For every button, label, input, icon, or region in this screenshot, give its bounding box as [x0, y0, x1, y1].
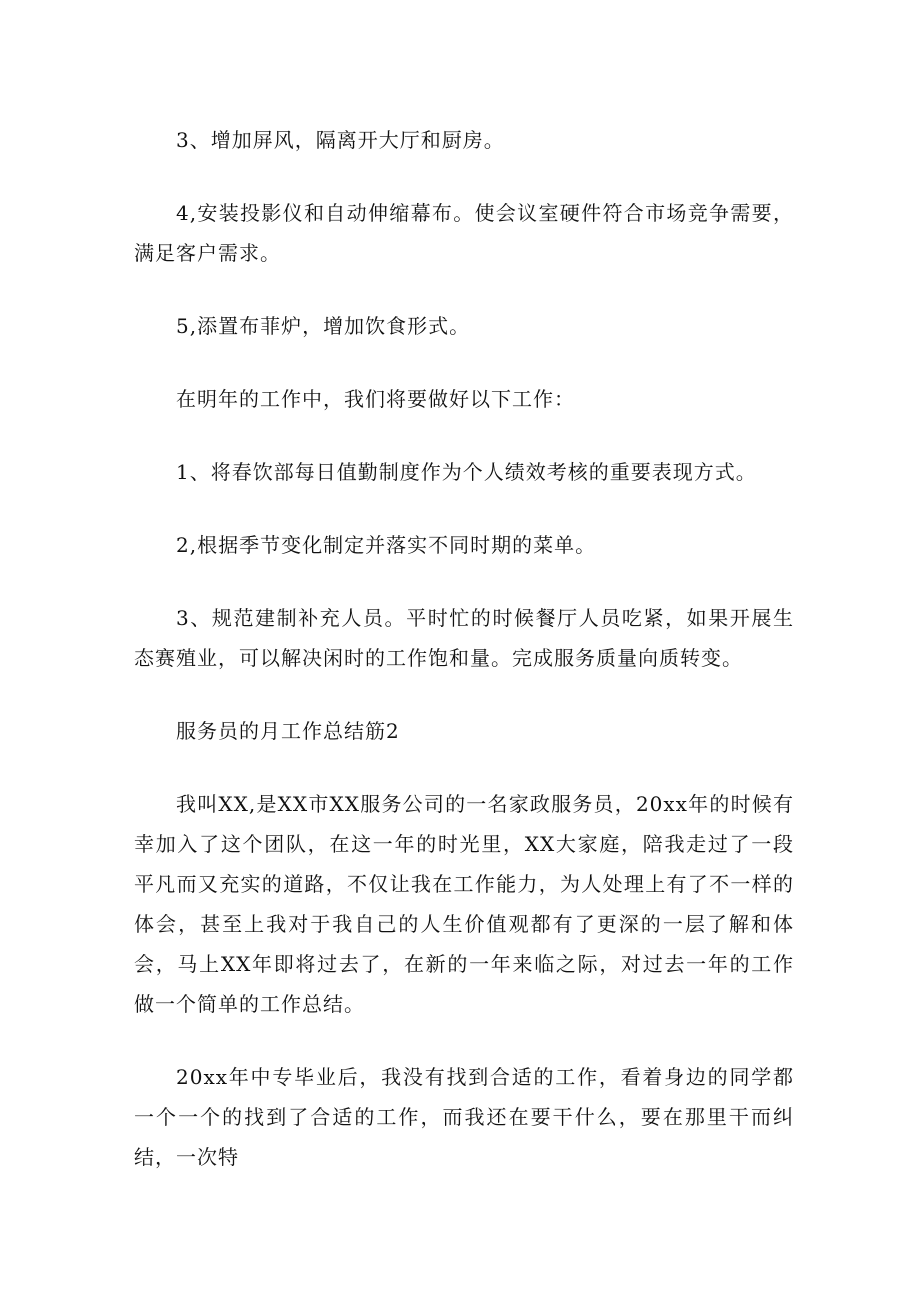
paragraph-7: 3、规范建制补充人员。平时忙的时候餐厅人员吃紧，如果开展生态赛殖业，可以解决闲时的工作饱和量。完成服务质量向质转变。 — [134, 606, 794, 670]
paragraph-10: 20xx年中专毕业后，我没有找到合适的工作，看着身边的同学都一个一个的找到了合适的工作，而我还在要干什么，要在那里干而纠结，一次特 — [134, 1065, 794, 1169]
paragraph-6: 2,根据季节变化制定并落实不同时期的菜单。 — [176, 533, 597, 557]
document-body — [134, 120, 794, 1210]
paragraph-5: 1、将春饮部每日值勤制度作为个人绩效考核的重要表现方式。 — [176, 460, 757, 484]
section-heading: 服务员的月工作总结筋2 — [176, 719, 400, 743]
paragraph-4: 在明年的工作中，我们将要做好以下工作： — [176, 387, 575, 411]
paragraph-1: 3、增加屏风，隔离开大厅和厨房。 — [176, 128, 505, 152]
paragraph-9: 我叫XX,是XX市XX服务公司的一名家政服务员，20xx年的时候有幸加入了这个团队，在这一年的时光里，XX大家庭，陪我走过了一段平凡而又充实的道路，不仅让我在工作能力，为人处理上有了不一样的体会，甚至上我对于我自己的人生价值观都有了更深的一层了解和体会，马上XX年即将过去了，在新的一年来临之际，对过去一年的工作做一个简单的工作总结。 — [134, 792, 794, 1016]
paragraph-2: 4,安装投影仪和自动伸缩幕布。使会议室硬件符合市场竞争需要，满足客户需求。 — [134, 201, 794, 265]
paragraph-3: 5,添置布菲炉，增加饮食形式。 — [176, 314, 471, 338]
